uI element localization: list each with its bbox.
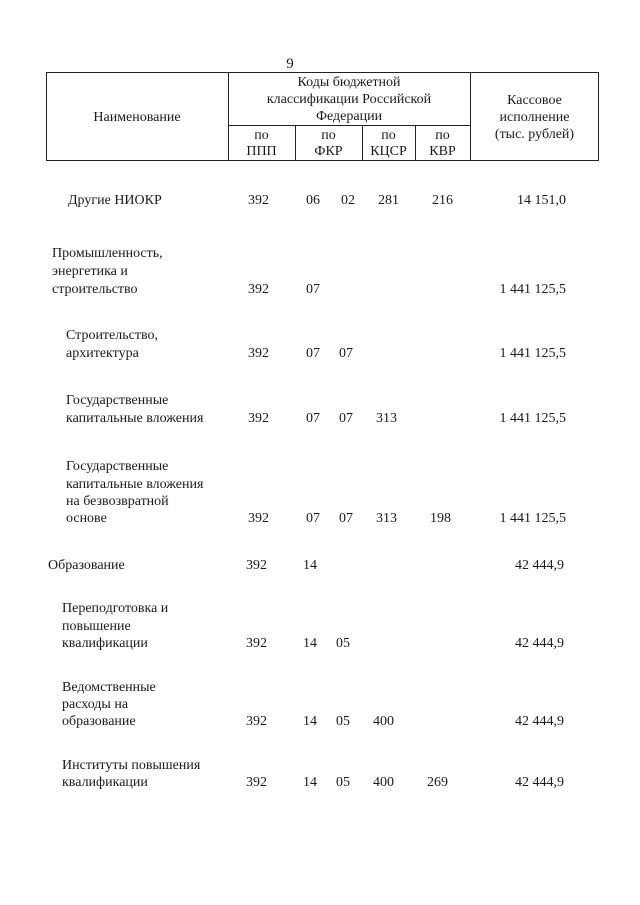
row-name-line: квалификации	[62, 636, 148, 651]
col-fkr-header: по	[321, 128, 336, 143]
row-name-line: образование	[62, 714, 136, 729]
row-kcsr: 313	[376, 411, 397, 426]
row-ppp: 392	[248, 346, 269, 361]
row-amount: 1 441 125,5	[499, 511, 566, 526]
row-amount: 1 441 125,5	[499, 346, 566, 361]
row-name-line: капитальные вложения	[66, 477, 204, 492]
row-name-line: квалификации	[62, 775, 148, 790]
col-ppp-header: ППП	[246, 144, 277, 159]
row-kcsr: 400	[373, 714, 394, 729]
col-name-header: Наименование	[93, 110, 181, 125]
row-fkr-section: 07	[306, 511, 320, 526]
col-fkr-header: ФКР	[314, 144, 343, 159]
codes-title-line: классификации Российской	[266, 92, 432, 107]
row-name-line: архитектура	[66, 346, 139, 361]
codes-title-line: Федерации	[315, 109, 383, 124]
row-amount: 42 444,9	[515, 775, 564, 790]
col-kcsr-header: по	[381, 128, 396, 143]
col-kvr-header: КВР	[429, 144, 456, 159]
row-name-line: Государственные	[66, 459, 169, 474]
row-name-line: Государственные	[66, 393, 169, 408]
row-kcsr: 281	[378, 193, 399, 208]
row-kvr: 198	[430, 511, 451, 526]
row-amount: 42 444,9	[515, 714, 564, 729]
row-ppp: 392	[248, 193, 269, 208]
col-kcsr-header: КЦСР	[370, 144, 407, 159]
row-name-line: Другие НИОКР	[68, 193, 162, 208]
col-amount-header: Кассовое	[507, 93, 562, 108]
header-divider	[228, 125, 470, 126]
page-number: 9	[286, 56, 294, 72]
row-fkr-section: 14	[303, 714, 317, 729]
row-fkr-section: 14	[303, 636, 317, 651]
row-name-line: основе	[66, 511, 107, 526]
row-name-line: Переподготовка и	[62, 601, 169, 616]
row-fkr-section: 07	[306, 346, 320, 361]
row-kvr: 216	[432, 193, 453, 208]
row-fkr-section: 06	[306, 193, 320, 208]
row-fkr-section: 14	[303, 775, 317, 790]
row-fkr-subsection: 07	[339, 511, 353, 526]
col-kvr-header: по	[435, 128, 450, 143]
row-kcsr: 400	[373, 775, 394, 790]
row-name-line: на безвозвратной	[66, 494, 169, 509]
row-name-line: строительство	[52, 282, 138, 297]
row-name-line: энергетика и	[52, 264, 128, 279]
row-ppp: 392	[248, 282, 269, 297]
row-kvr: 269	[427, 775, 448, 790]
row-fkr-subsection: 07	[339, 346, 353, 361]
row-ppp: 392	[248, 511, 269, 526]
row-name-line: Промышленность,	[52, 246, 163, 261]
col-ppp-header: по	[254, 128, 269, 143]
row-name-line: Строительство,	[66, 328, 158, 343]
row-ppp: 392	[246, 714, 267, 729]
col-amount-header: исполнение	[499, 110, 570, 125]
row-name-line: капитальные вложения	[66, 411, 204, 426]
row-ppp: 392	[248, 411, 269, 426]
row-fkr-section: 07	[306, 282, 320, 297]
row-name-line: повышение	[62, 619, 131, 634]
row-fkr-subsection: 07	[339, 411, 353, 426]
row-name-line: Образование	[48, 558, 125, 573]
row-fkr-subsection: 05	[336, 775, 350, 790]
row-ppp: 392	[246, 558, 267, 573]
row-fkr-subsection: 02	[341, 193, 355, 208]
row-amount: 1 441 125,5	[499, 282, 566, 297]
row-amount: 1 441 125,5	[499, 411, 566, 426]
row-amount: 14 151,0	[517, 193, 566, 208]
row-amount: 42 444,9	[515, 558, 564, 573]
row-kcsr: 313	[376, 511, 397, 526]
row-ppp: 392	[246, 636, 267, 651]
row-fkr-subsection: 05	[336, 714, 350, 729]
row-ppp: 392	[246, 775, 267, 790]
codes-title-line: Коды бюджетной	[297, 75, 401, 90]
row-name-line: Институты повышения	[62, 758, 201, 773]
row-fkr-section: 07	[306, 411, 320, 426]
col-amount-header: (тыс. рублей)	[494, 127, 575, 142]
row-name-line: Ведомственные	[62, 680, 156, 695]
row-fkr-subsection: 05	[336, 636, 350, 651]
row-amount: 42 444,9	[515, 636, 564, 651]
row-fkr-section: 14	[303, 558, 317, 573]
row-name-line: расходы на	[62, 697, 129, 712]
